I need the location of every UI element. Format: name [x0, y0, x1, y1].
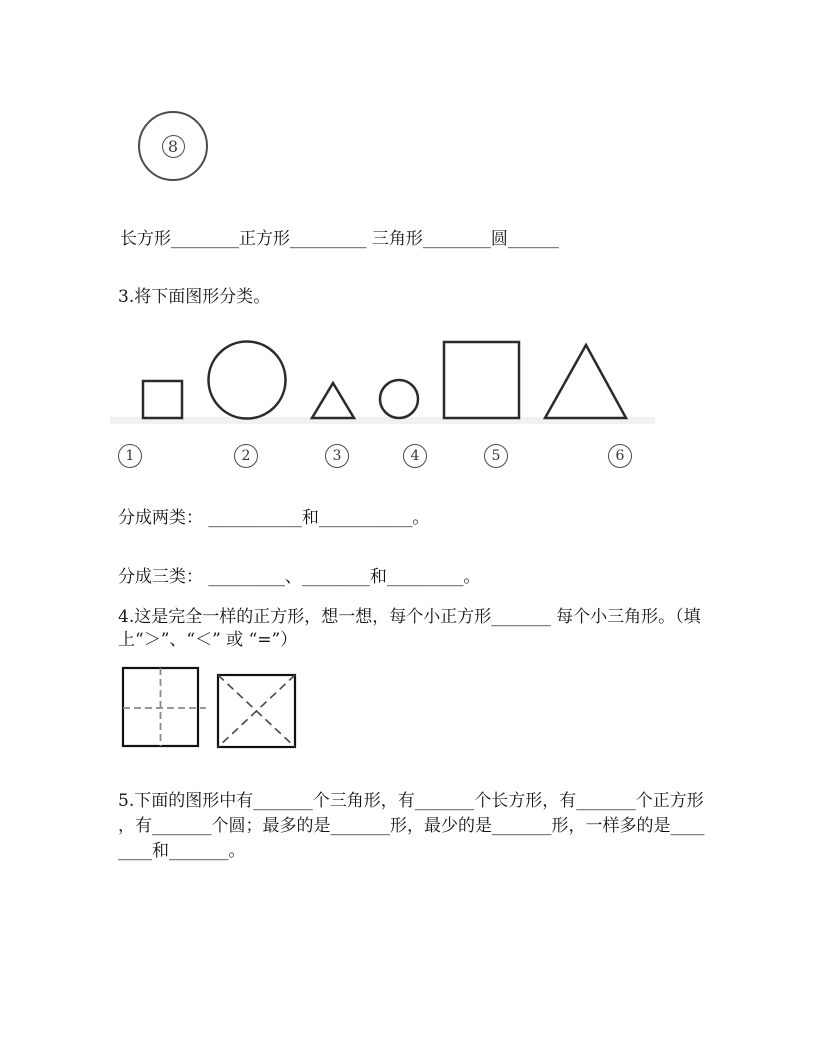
- shape-label-2: 2: [234, 444, 258, 468]
- large-circle-shape: [209, 342, 286, 419]
- question-5-line3: ____和_______。: [118, 841, 246, 861]
- circle-figure: [138, 111, 208, 181]
- two-classes-fill-line: 分成两类： ___________和___________。: [118, 508, 430, 528]
- question-4-line1: 4.这是完全一样的正方形，想一想，每个小正方形_______ 每个小三角形。（填: [118, 607, 701, 627]
- question-4-line2: 上“＞”、“＜” 或 “=”）: [118, 630, 298, 650]
- question-4-figure: [118, 664, 308, 758]
- shape-label-6: 6: [608, 444, 632, 468]
- shapes-figure: [105, 326, 660, 426]
- shape-label-5: 5: [484, 444, 508, 468]
- question-5-line2: ，有_______个圆；最多的是_______形，最少的是_______形，一样多的是____: [118, 816, 705, 836]
- shape-label-1: 1: [118, 444, 142, 468]
- question-5: [118, 789, 705, 864]
- count-fill-line: 长方形________正方形_________ 三角形________圆______: [120, 229, 559, 249]
- question-5-line1: 5.下面的图形中有_______个三角形，有_______个长方形，有_______个正方形: [118, 791, 704, 811]
- small-square-shape: [143, 381, 182, 418]
- shape-label-3: 3: [325, 444, 349, 468]
- circled-8-icon: [162, 135, 185, 158]
- large-triangle-shape: [545, 345, 626, 418]
- question-3-title: 3.将下面图形分类。: [118, 287, 271, 307]
- small-triangle-shape: [312, 383, 354, 418]
- small-circle-shape: [380, 380, 418, 418]
- shape-label-4: 4: [403, 444, 427, 468]
- question-4-figure-svg: [118, 664, 308, 754]
- circled-8-number: 8: [167, 136, 179, 156]
- three-classes-fill-line: 分成三类： _________、________和_________。: [118, 567, 481, 587]
- shapes-figure-svg: [105, 326, 660, 426]
- large-square-shape: [444, 342, 519, 418]
